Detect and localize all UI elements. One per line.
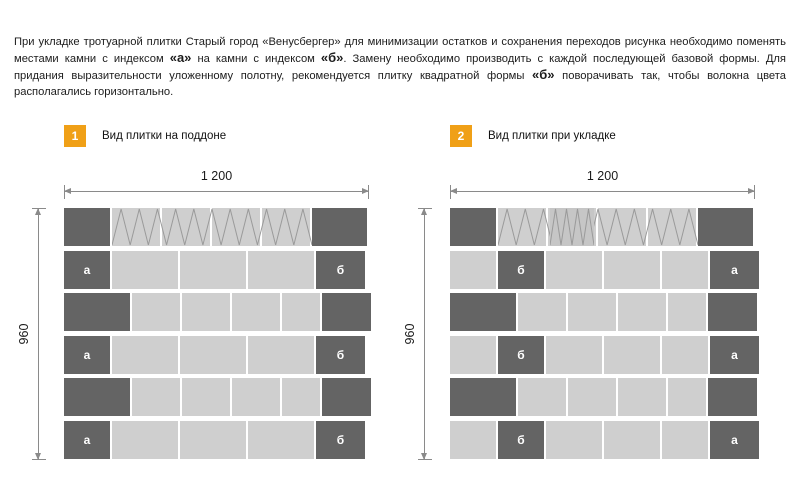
panel-title: Вид плитки на поддоне (102, 130, 227, 142)
panel-pallet-view (17, 125, 382, 473)
tile-labeled-a (64, 421, 110, 459)
width-extension-right (754, 185, 755, 199)
width-dimension-line (450, 191, 755, 192)
tile (698, 208, 753, 246)
tile-label: б (517, 432, 525, 447)
tile (322, 293, 371, 331)
tile-labeled-b (316, 336, 365, 374)
panel-header (22, 125, 382, 147)
tile (450, 378, 516, 416)
tile (248, 421, 314, 459)
tile (112, 336, 178, 374)
tile (604, 421, 660, 459)
intro-index-a-1: «а» (169, 50, 192, 65)
panel-badge: 1 (64, 125, 86, 147)
tile-row (64, 421, 365, 459)
tile (132, 378, 180, 416)
tile (668, 378, 706, 416)
tile (282, 378, 320, 416)
intro-text-1: При укладке тротуарной плитки Старый город «Венусбергер» для минимизации остатков и сохранения переходов рисунка необходимо поменять местами камни с индексом (14, 36, 786, 65)
height-extension-bottom (418, 459, 432, 460)
tile-label: а (83, 432, 91, 447)
tile-label: б (336, 432, 345, 447)
intro-paragraph (14, 34, 786, 100)
tile-row (450, 336, 759, 374)
tile (708, 293, 757, 331)
width-extension-right (368, 185, 369, 199)
tile (546, 251, 602, 289)
tile (180, 421, 246, 459)
width-extension-left (450, 185, 451, 199)
tile-label: а (83, 262, 91, 277)
tile-row (64, 293, 371, 331)
tile-labeled-a (64, 336, 110, 374)
height-dimension-label: 960 (403, 323, 417, 345)
tile (618, 378, 666, 416)
tile (248, 251, 314, 289)
tile (450, 421, 496, 459)
height-extension-top (32, 208, 46, 209)
tile-labeled-b (498, 336, 544, 374)
tile-labeled-b (316, 251, 365, 289)
tile (604, 336, 660, 374)
height-dimension-line (38, 208, 39, 460)
tile (518, 293, 566, 331)
tile (546, 336, 602, 374)
tile-labeled-a (64, 251, 110, 289)
tile (112, 421, 178, 459)
diagram-pallet-view (17, 163, 382, 473)
tile (282, 293, 320, 331)
panel-badge: 2 (450, 125, 472, 147)
tile-labeled-a (710, 336, 759, 374)
tile (662, 336, 708, 374)
tile (182, 378, 230, 416)
tile-field (64, 208, 369, 460)
tile (180, 336, 246, 374)
height-dimension-line (424, 208, 425, 460)
tile-row (450, 421, 759, 459)
tile-label: б (336, 347, 345, 362)
intro-text-3: . Замену необходимо производить с каждой последующей базовой формы. Для придания выразительности уложенному полотну, рекомендуется плитку квадратной формы (14, 53, 786, 82)
tile (112, 251, 178, 289)
tile (450, 208, 496, 246)
tile (668, 293, 706, 331)
tile-label: б (336, 262, 345, 277)
panel-title: Вид плитки при укладке (488, 130, 616, 142)
height-extension-bottom (32, 459, 46, 460)
tile (450, 336, 496, 374)
tile-labeled-b (498, 251, 544, 289)
tile (312, 208, 367, 246)
panel-laying-view (403, 125, 768, 473)
tile-label: а (83, 347, 91, 362)
tile (182, 293, 230, 331)
tile (662, 421, 708, 459)
tile-row (64, 336, 365, 374)
tile-label: а (731, 262, 738, 277)
tile (180, 251, 246, 289)
intro-index-b-2: «б» (532, 67, 555, 82)
tile (64, 208, 110, 246)
tile (64, 378, 130, 416)
tile-labeled-a (710, 251, 759, 289)
tile (604, 251, 660, 289)
width-dimension-line (64, 191, 369, 192)
tile (248, 336, 314, 374)
tile-row (450, 293, 757, 331)
intro-text-4: поворачивать так, чтобы волокна цвета располагались горизонтально. (14, 70, 786, 98)
height-extension-top (418, 208, 432, 209)
width-dimension-label: 1 200 (200, 169, 233, 183)
width-dimension-label: 1 200 (586, 169, 619, 183)
tile-label: а (731, 432, 738, 447)
tile (450, 251, 496, 289)
tile-row (64, 251, 365, 289)
tile-row (450, 251, 759, 289)
tile-labeled-b (316, 421, 365, 459)
tile-row (450, 378, 757, 416)
tile (64, 293, 130, 331)
intro-text-2: на камни с индексом (191, 53, 321, 65)
tile (568, 293, 616, 331)
tile (568, 378, 616, 416)
tile-label: а (731, 347, 738, 362)
tile-field (450, 208, 755, 460)
tile (322, 378, 371, 416)
tile (618, 293, 666, 331)
tile (708, 378, 757, 416)
square-tile-hatch-icon (550, 208, 594, 246)
hatch-pattern-icon (112, 208, 312, 246)
intro-index-b-1: «б» (320, 50, 344, 65)
panel-header (408, 125, 768, 147)
tile (132, 293, 180, 331)
hatch-pattern-icon (498, 208, 698, 246)
width-extension-left (64, 185, 65, 199)
tile-labeled-a (710, 421, 759, 459)
tile (662, 251, 708, 289)
tile (232, 293, 280, 331)
tile-row (64, 378, 371, 416)
diagram-laying-view (403, 163, 768, 473)
tile (518, 378, 566, 416)
tile (450, 293, 516, 331)
height-dimension-label: 960 (17, 323, 31, 345)
tile-label: б (517, 347, 525, 362)
tile (232, 378, 280, 416)
tile-label: б (517, 262, 525, 277)
tile-labeled-b (498, 421, 544, 459)
tile (546, 421, 602, 459)
